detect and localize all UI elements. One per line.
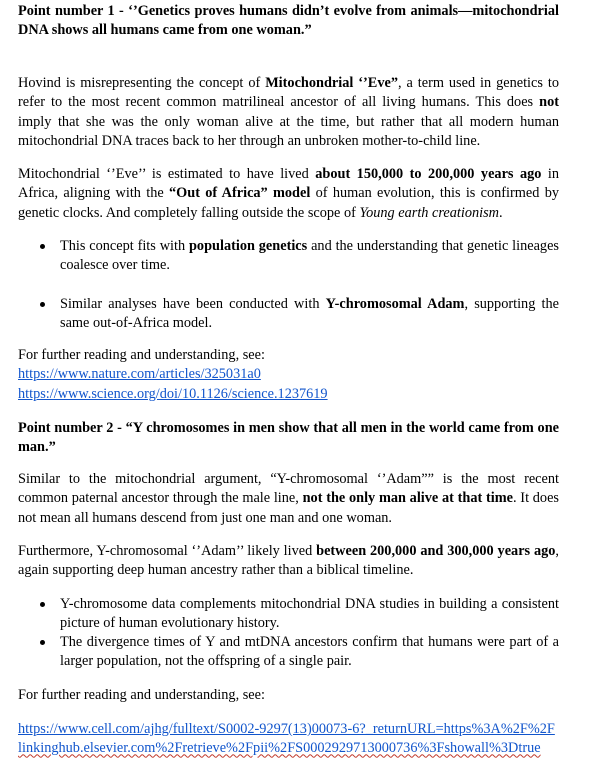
- point-1-bullet-2: Similar analyses have been conducted with Y-chromosomal Adam, supporting the same out-of-Africa model.: [18, 295, 559, 334]
- point-1-heading: Point number 1 - ‘’Genetics proves humans didn’t evolve from animals—mitochondrial DNA shows all humans came from one woman.”: [18, 3, 559, 39]
- point-1-paragraph-1: Hovind is misrepresenting the concept of Mitochondrial ‘’Eve”, a term used in genetics to refer to the most recent common matrilineal ancestor of all living humans. This does not imply that she was the only woman alive at the time, but rather that all modern human mitochondrial DNA traces back to her through an unbroken mother-to-child line.: [18, 75, 559, 149]
- bullet-dot-icon: [18, 295, 60, 334]
- point-1-paragraph-2: Mitochondrial ‘’Eve’’ is estimated to have lived about 150,000 to 200,000 years ago in Africa, aligning with the “Out of Africa” model of human evolution, this is confirmed by genetic clocks. And completely falling outside the scope of Young earth creationism.: [18, 166, 559, 221]
- point-1-bullet-1: This concept fits with population genetics and the understanding that genetic lineages coalesce over time.: [18, 237, 559, 276]
- point-2-further-reading: For further reading and understanding, see:: [18, 687, 265, 703]
- science-article-link[interactable]: https://www.science.org/doi/10.1126/science.1237619: [18, 385, 328, 402]
- cell-link-line-1[interactable]: https://www.cell.com/ajhg/fulltext/S0002-9297(13)00073-6?_returnURL=https%3A%2F%2F: [18, 721, 555, 737]
- bullet-dot-icon: [18, 633, 60, 672]
- point-1-further-reading: For further reading and understanding, see: https://www.nature.com/articles/325031a0 https://www.science.org/doi/10.1126/science.1237619: [18, 347, 328, 402]
- point-2-bullet-1: Y-chromosome data complements mitochondrial DNA studies in building a consistent picture of human evolutionary history.: [18, 595, 559, 634]
- nature-article-link[interactable]: https://www.nature.com/articles/325031a0: [18, 366, 261, 383]
- point-2-heading: Point number 2 - “Y chromosomes in men show that all men in the world came from one man.”: [18, 420, 559, 456]
- point-2-paragraph-2: Furthermore, Y-chromosomal ‘’Adam’’ likely lived between 200,000 and 300,000 years ago, again supporting deep human ancestry rather than a biblical timeline.: [18, 543, 559, 579]
- point-2-bullet-2: The divergence times of Y and mtDNA ancestors confirm that humans were part of a larger population, not the offspring of a single pair.: [18, 633, 559, 672]
- cell-article-link[interactable]: [18, 720, 559, 759]
- bullet-dot-icon: [18, 595, 60, 634]
- cell-link-line-2[interactable]: linkinghub.elsevier.com%2Fretrieve%2Fpii%2FS0002929713000736%3Fshowall%3Dtrue: [18, 740, 541, 757]
- point-2-paragraph-1: Similar to the mitochondrial argument, “Y-chromosomal ‘’Adam”” is the most recent common paternal ancestor through the male line, not the only man alive at that time. It does not mean all humans descend from just one man and one woman.: [18, 471, 559, 526]
- bullet-dot-icon: [18, 237, 60, 276]
